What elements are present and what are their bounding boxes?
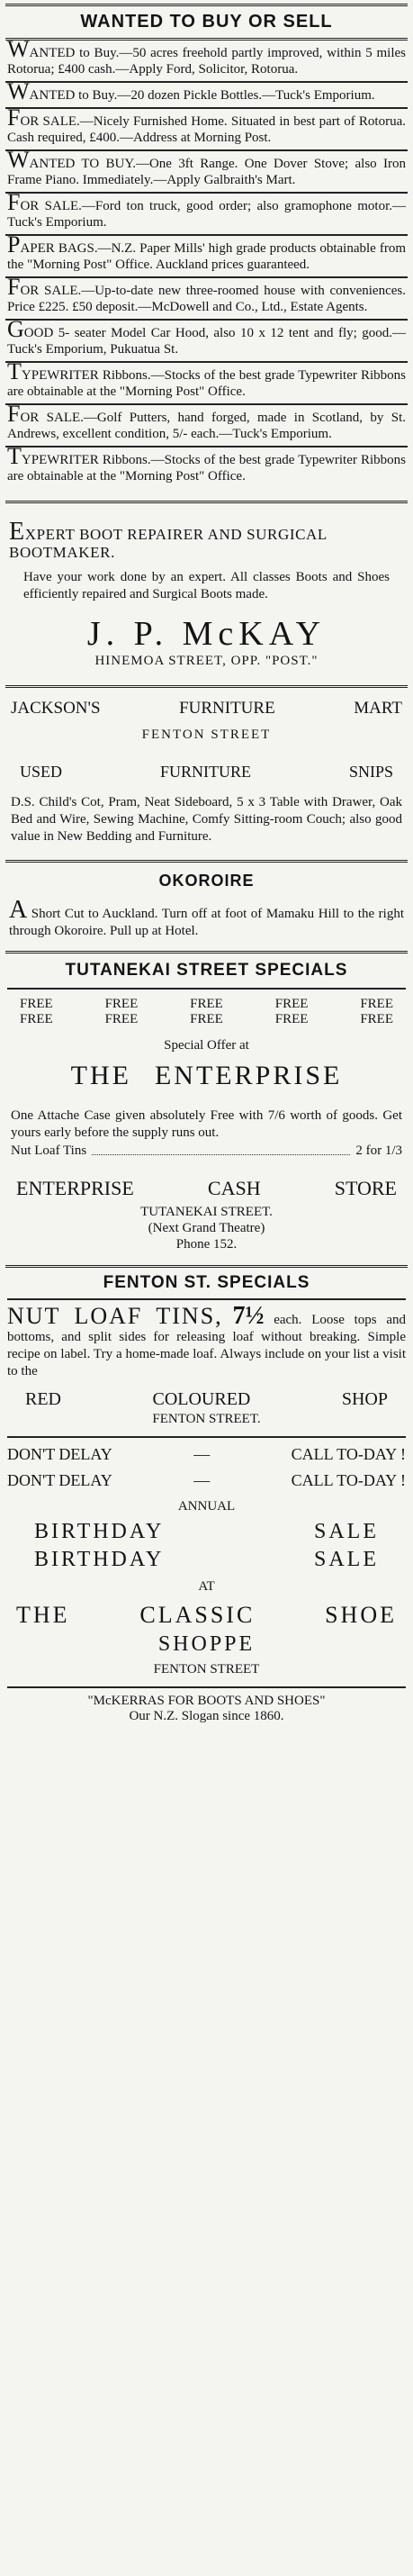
free-label: FREE bbox=[190, 1012, 223, 1026]
enterprise-banner bbox=[7, 1053, 406, 1107]
the-word: THE bbox=[70, 1061, 131, 1090]
free-label: FREE bbox=[190, 997, 223, 1011]
tutanekai-title: TUTANEKAI STREET SPECIALS bbox=[65, 961, 348, 980]
classified-dropcap: F bbox=[7, 189, 21, 215]
classified-text: OR SALE.—Golf Putters, hand forged, made in Scotland, by St. Andrews, excellent condition, 5/- each.—Tuck's Emporium. bbox=[7, 411, 406, 441]
classified-dropcap: F bbox=[7, 401, 21, 427]
classified-ad bbox=[0, 189, 413, 234]
birthday-sale-line bbox=[7, 1544, 406, 1572]
nut-loaf-each: each. bbox=[274, 1313, 302, 1327]
nut-loaf-price-big: 7½ bbox=[232, 1302, 265, 1330]
classified-dropcap: W bbox=[7, 147, 30, 173]
enterprise-cash-store bbox=[7, 1159, 406, 1204]
sale-word: SALE bbox=[314, 1520, 379, 1543]
fenton-title: FENTON ST. SPECIALS bbox=[103, 1273, 310, 1292]
classified-dropcap: W bbox=[7, 36, 30, 62]
classified-ad bbox=[0, 274, 413, 319]
bootmaker-name: J. P. McKAY bbox=[86, 615, 327, 653]
classified-dropcap: F bbox=[7, 274, 21, 300]
free-label: FREE bbox=[360, 1012, 393, 1026]
birthday-word: BIRTHDAY bbox=[34, 1548, 165, 1571]
classified-text: OR SALE.—Ford ton truck, good order; also gramophone motor.—Tuck's Emporium. bbox=[7, 199, 406, 230]
jacksons-sub-word: SNIPS bbox=[348, 763, 393, 781]
okoroire-ad bbox=[0, 863, 413, 951]
tutanekai-near: (Next Grand Theatre) bbox=[148, 1221, 265, 1235]
classified-text: ANTED TO BUY.—One 3ft Range. One Dover Stove; also Iron Frame Piano. Immediately.—Apply Galbraith's Mart. bbox=[7, 157, 406, 187]
fenton-ad bbox=[0, 1268, 413, 1730]
classified-text: OR SALE.—Up-to-date new three-roomed house with conveniences. Price £225. £50 deposit.—McDowell and Co., Ltd., Estate Agents. bbox=[7, 284, 406, 314]
classic-word: SHOE bbox=[325, 1602, 397, 1628]
classified-text: ANTED to Buy.—20 dozen Pickle Bottles.—Tuck's Emporium. bbox=[29, 88, 375, 103]
birthday-sale-line bbox=[7, 1514, 406, 1544]
classic-word: THE bbox=[16, 1602, 70, 1628]
call-today-text: CALL TO-DAY ! bbox=[291, 1471, 406, 1489]
jacksons-title-word: MART bbox=[354, 699, 402, 718]
classified-ad bbox=[0, 358, 413, 403]
classified-text: OR SALE.—Nicely Furnished Home. Situated in best part of Rotorua. Cash required, £400.—Address at Morning Post. bbox=[7, 114, 406, 145]
jacksons-ad bbox=[0, 688, 413, 853]
dont-delay-line: DON'T DELAY — CALL TO-DAY ! bbox=[7, 1445, 406, 1463]
slogan-sub: Our N.Z. Slogan since 1860. bbox=[129, 1709, 284, 1723]
bootmaker-dropcap: E bbox=[9, 518, 25, 546]
tutanekai-ad bbox=[0, 954, 413, 1260]
dont-delay-line: DON'T DELAY — CALL TO-DAY ! bbox=[7, 1471, 406, 1489]
shop-word: RED bbox=[25, 1389, 61, 1409]
tutanekai-street: TUTANEKAI STREET. bbox=[140, 1205, 273, 1219]
birthday-word: BIRTHDAY bbox=[34, 1520, 165, 1543]
shop-word: SHOP bbox=[341, 1389, 388, 1409]
okoroire-dropcap: A bbox=[9, 896, 28, 924]
dont-delay-text: DON'T DELAY bbox=[7, 1445, 112, 1463]
free-label: FREE bbox=[274, 997, 309, 1011]
okoroire-title: OKOROIRE bbox=[158, 872, 255, 890]
classified-dropcap: W bbox=[7, 78, 30, 104]
tutanekai-body: One Attache Case given absolutely Free with 7/6 worth of goods. Get yours early before the supply runs out. bbox=[11, 1108, 402, 1140]
fenton-street-2: FENTON STREET bbox=[153, 1662, 260, 1677]
free-label: FREE bbox=[274, 1012, 309, 1026]
classified-text: OOD 5- seater Model Car Hood, also 10 x 12 tent and fly; good.—Tuck's Emporium, Pukuatua St. bbox=[7, 326, 406, 357]
classified-text: YPEWRITER Ribbons.—Stocks of the best grade Typewriter Ribbons are obtainable at the "Morning Post" Office. bbox=[7, 453, 406, 484]
bootmaker-address: HINEMOA STREET, OPP. "POST." bbox=[94, 654, 319, 668]
special-offer-label: Special Offer at bbox=[164, 1038, 249, 1053]
classic-word: CLASSIC bbox=[139, 1602, 256, 1628]
store-word: STORE bbox=[334, 1177, 397, 1199]
free-label: FREE bbox=[104, 997, 139, 1011]
free-row bbox=[7, 1012, 406, 1027]
classified-ad bbox=[0, 147, 413, 192]
bootmaker-ad bbox=[0, 503, 413, 678]
dont-delay-text: DON'T DELAY bbox=[7, 1471, 112, 1489]
annual-label: ANNUAL bbox=[177, 1499, 236, 1514]
classic-shoe-line bbox=[7, 1595, 406, 1629]
fenton-street: FENTON STREET. bbox=[152, 1412, 261, 1426]
classified-ad bbox=[0, 231, 413, 276]
classified-ad bbox=[0, 36, 413, 81]
classified-text: ANTED to Buy.—50 acres freehold partly improved, within 5 miles Rotorua; £400 cash.—Apply Ford, Solicitor, Rotorua. bbox=[7, 46, 406, 77]
nut-loaf-headline: NUT LOAF TINS, bbox=[7, 1303, 223, 1329]
okoroire-body: Short Cut to Auckland. Turn off at foot of Mamaku Hill to the right through Okoroire. Pull up at Hotel. bbox=[9, 907, 404, 938]
free-label: FREE bbox=[20, 997, 53, 1011]
nut-loaf-price: 2 for 1/3 bbox=[355, 1143, 402, 1158]
section-header: WANTED TO BUY OR SELL bbox=[80, 12, 333, 32]
slogan: "McKERRAS FOR BOOTS AND SHOES" bbox=[87, 1694, 326, 1708]
shop-word: COLOURED bbox=[152, 1389, 251, 1409]
shoppe-word: SHOPPE bbox=[157, 1632, 256, 1656]
fenton-body: Loose tops and bottoms, and split sides for releasing loaf without breaking. Simple recipe on label. Try a home-made loaf. Always include on your list a visit to the bbox=[7, 1313, 407, 1378]
tutanekai-phone: Phone 152. bbox=[175, 1237, 238, 1252]
classified-ad bbox=[0, 104, 413, 149]
jacksons-sub-word: USED bbox=[20, 763, 63, 781]
bootmaker-headline: XPERT BOOT REPAIRER AND SURGICAL BOOTMAKER. bbox=[9, 526, 328, 561]
nut-loaf-line bbox=[7, 1142, 406, 1159]
nut-loaf-item: Nut Loaf Tins bbox=[11, 1143, 87, 1158]
classified-ad bbox=[0, 443, 413, 488]
jacksons-body: D.S. Child's Cot, Pram, Neat Sideboard, 5 x 3 Table with Drawer, Oak Bed and Wire, Sewing Machine, Comfy Sitting-room Couch; also good value in New Bedding and Furniture. bbox=[11, 795, 402, 844]
jacksons-title-word: JACKSON'S bbox=[11, 699, 101, 718]
free-label: FREE bbox=[104, 1012, 139, 1026]
sale-word: SALE bbox=[314, 1548, 379, 1571]
enterprise-word: ENTERPRISE bbox=[154, 1061, 343, 1090]
jacksons-subtitle bbox=[7, 759, 406, 794]
jacksons-street: FENTON STREET bbox=[141, 728, 272, 742]
classified-dropcap: F bbox=[7, 104, 21, 131]
classified-ad bbox=[0, 78, 413, 107]
classified-ad bbox=[0, 401, 413, 446]
free-label: FREE bbox=[20, 1012, 53, 1026]
classified-dropcap: T bbox=[7, 358, 22, 384]
free-row bbox=[7, 997, 406, 1012]
free-label: FREE bbox=[360, 997, 393, 1011]
jacksons-title-word: FURNITURE bbox=[179, 699, 275, 718]
store-word: CASH bbox=[207, 1177, 261, 1199]
store-word: ENTERPRISE bbox=[16, 1177, 134, 1199]
classified-ad bbox=[0, 316, 413, 361]
bootmaker-body: Have your work done by an expert. All classes Boots and Shoes efficiently repaired and Surgical Boots made. bbox=[23, 570, 390, 601]
red-coloured-shop bbox=[7, 1380, 406, 1412]
jacksons-sub-word: FURNITURE bbox=[159, 763, 251, 781]
call-today-text: CALL TO-DAY ! bbox=[291, 1445, 406, 1463]
classifieds-list bbox=[0, 36, 413, 488]
jacksons-title bbox=[7, 695, 406, 722]
classified-dropcap: G bbox=[7, 316, 24, 342]
classified-dropcap: P bbox=[7, 231, 21, 258]
classified-text: YPEWRITER Ribbons.—Stocks of the best grade Typewriter Ribbons are obtainable at the "Morning Post" Office. bbox=[7, 368, 406, 399]
classified-dropcap: T bbox=[7, 443, 22, 469]
classified-text: APER BAGS.—N.Z. Paper Mills' high grade products obtainable from the "Morning Post" Office. Auckland prices guaranteed. bbox=[7, 241, 406, 272]
at-label: AT bbox=[198, 1579, 215, 1594]
